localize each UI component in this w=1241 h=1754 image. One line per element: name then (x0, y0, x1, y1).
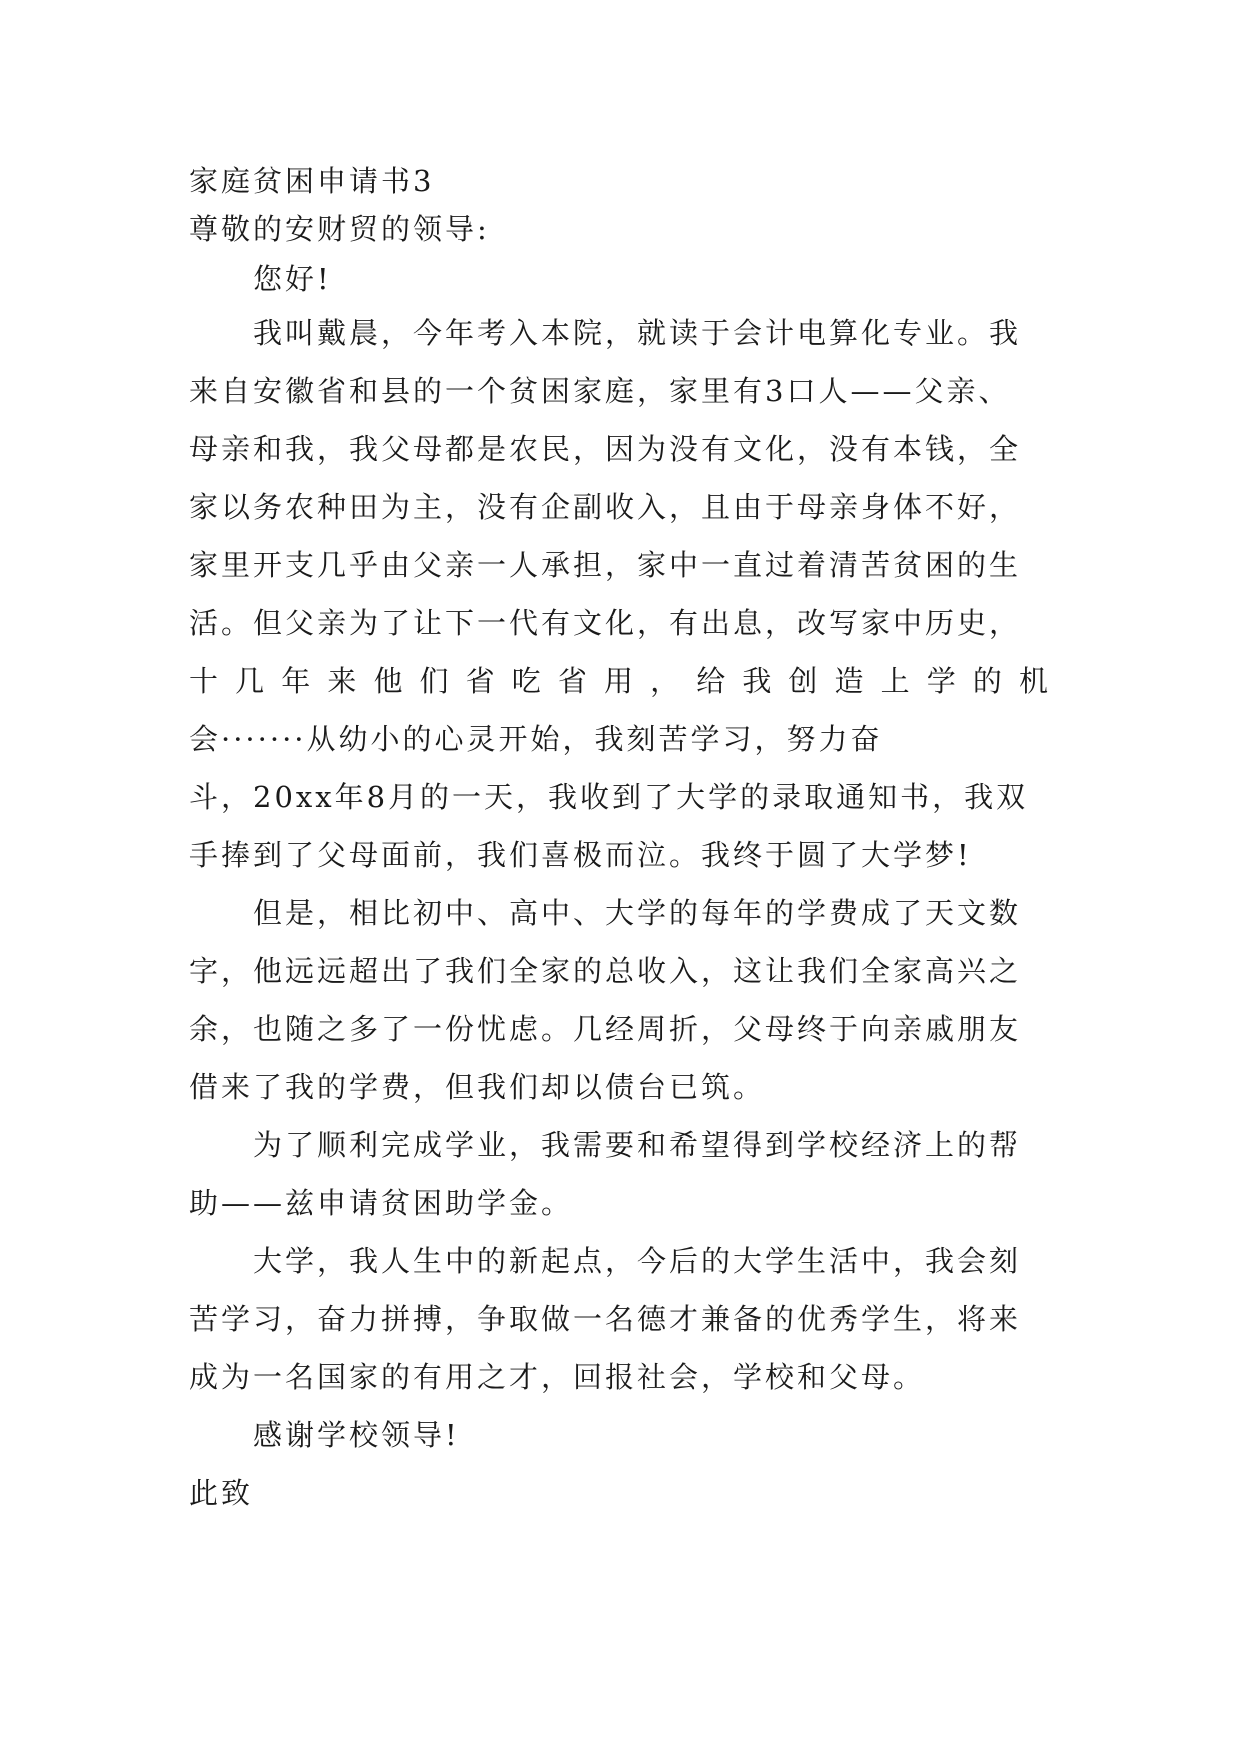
paragraph-1-line: 家以务农种田为主，没有企副收入，且由于母亲身体不好， (189, 490, 1022, 524)
paragraph-1-line: 手捧到了父母面前，我们喜极而泣。我终于圆了大学梦! (189, 838, 972, 872)
paragraph-1-line: 斗，20xx年8月的一天，我收到了大学的录取通知书，我双 (189, 780, 1029, 814)
paragraph-3-line: 助——兹申请贫困助学金。 (189, 1186, 574, 1220)
paragraph-4-line: 大学，我人生中的新起点，今后的大学生活中，我会刻 (253, 1244, 1022, 1278)
paragraph-2-line: 但是，相比初中、高中、大学的每年的学费成了天文数 (253, 896, 1022, 930)
paragraph-2-line: 借来了我的学费，但我们却以债台已筑。 (189, 1070, 766, 1104)
paragraph-4-line: 苦学习，奋力拼搏，争取做一名德才兼备的优秀学生，将来 (189, 1302, 1022, 1336)
salutation: 尊敬的安财贸的领导: (189, 212, 490, 246)
paragraph-1-line: 母亲和我，我父母都是农民，因为没有文化，没有本钱，全 (189, 432, 1022, 466)
closing-line: 此致 (189, 1476, 254, 1510)
document-title: 家庭贫困申请书3 (189, 164, 435, 198)
paragraph-1-line: 活。但父亲为了让下一代有文化，有出息，改写家中历史， (189, 606, 1022, 640)
paragraph-1-line: 十几年来他们省吃省用，给我创造上学的机 (189, 664, 1051, 698)
paragraph-2-line: 余，也随之多了一份忧虑。几经周折，父母终于向亲戚朋友 (189, 1012, 1022, 1046)
thanks-line: 感谢学校领导! (253, 1418, 460, 1452)
greeting: 您好! (253, 262, 332, 296)
paragraph-2-line: 字，他远远超出了我们全家的总收入，这让我们全家高兴之 (189, 954, 1022, 988)
paragraph-1-line: 会·······从幼小的心灵开始，我刻苦学习，努力奋 (189, 722, 883, 756)
paragraph-1-line: 我叫戴晨，今年考入本院，就读于会计电算化专业。我 (253, 316, 1022, 350)
paragraph-3-line: 为了顺利完成学业，我需要和希望得到学校经济上的帮 (253, 1128, 1022, 1162)
paragraph-1-line: 来自安徽省和县的一个贫困家庭，家里有3口人——父亲、 (189, 374, 1011, 408)
document-body (189, 158, 1051, 1522)
paragraph-1-line: 家里开支几乎由父亲一人承担，家中一直过着清苦贫困的生 (189, 548, 1022, 582)
paragraph-4-line: 成为一名国家的有用之才，回报社会，学校和父母。 (189, 1360, 926, 1394)
